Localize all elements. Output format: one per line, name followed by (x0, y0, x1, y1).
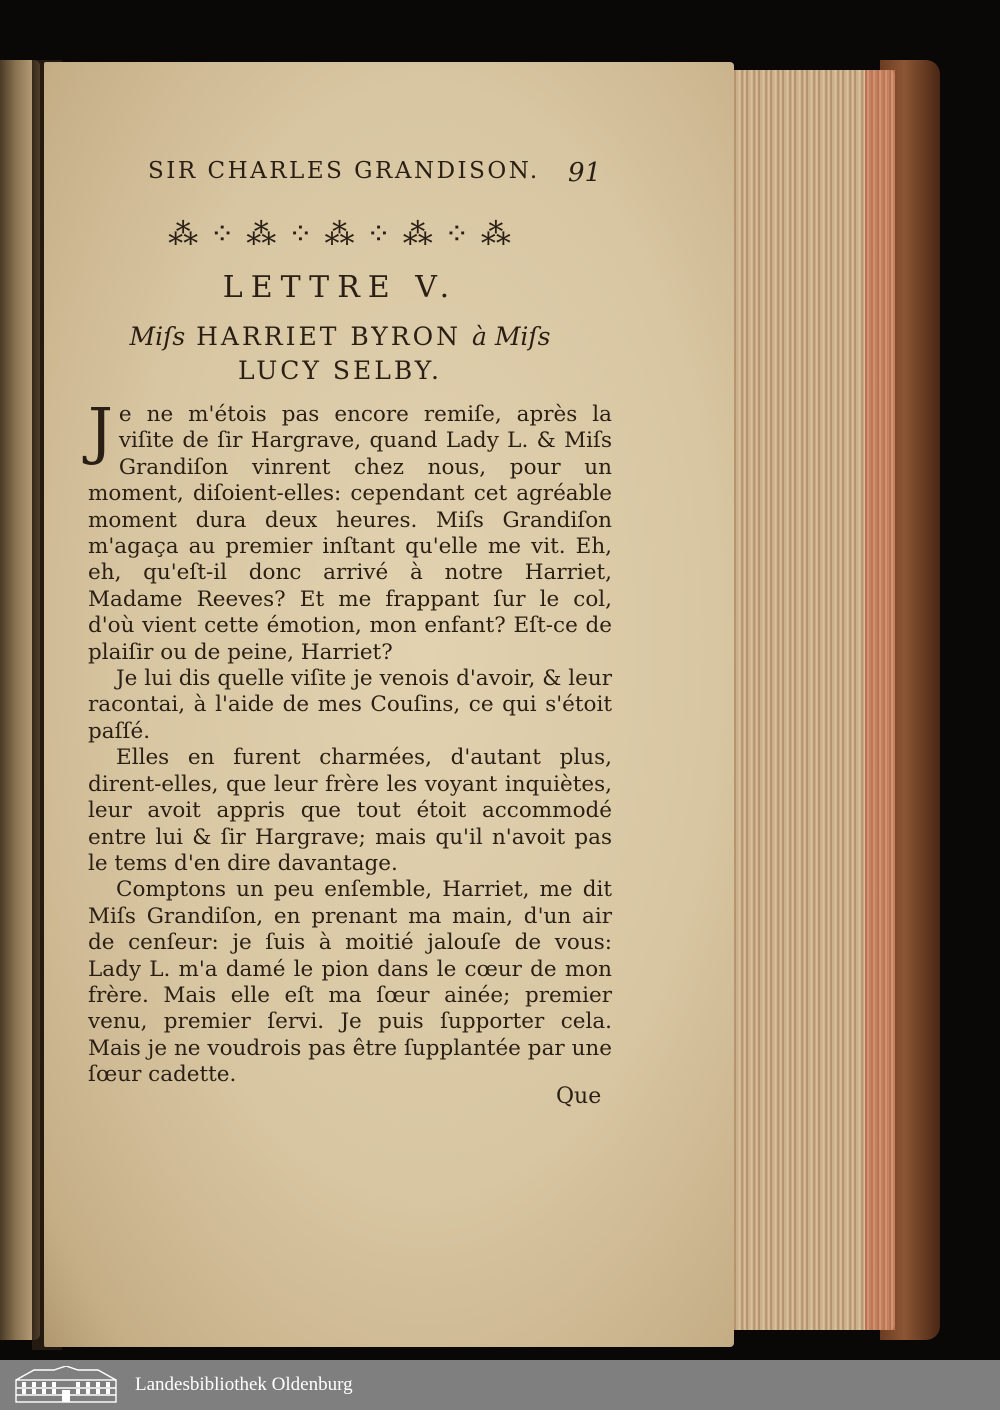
address-line-2: LUCY SELBY. (237, 356, 443, 385)
page-number: 91 (568, 158, 602, 188)
drop-cap: J (88, 394, 113, 467)
library-name: Landesbibliothek Oldenburg (135, 1374, 353, 1395)
letter-body (88, 394, 612, 1089)
address-miss-1: Miſs (129, 322, 186, 351)
letter-title: LETTRE V. (222, 270, 458, 305)
ornament-band: ⁂ ⁘ ⁂ ⁘ ⁂ ⁘ ⁂ ⁘ ⁂ (168, 217, 512, 252)
running-head: SIR CHARLES GRANDISON. (148, 158, 540, 184)
paragraph-2: Je lui dis quelle viſite je venois d'avoir, & leur racontai, à l'aide de mes Couſins, ce qui s'étoit paſſé. (88, 666, 612, 744)
address-sender: HARRIET BYRON (196, 322, 462, 351)
library-building-icon (14, 1366, 118, 1404)
paragraph-4: Comptons un peu enſemble, Harriet, me dit Miſs Grandiſon, en prenant ma main, d'un air de cenſeur: je ſuis à moitié jalouſe de vous: Lady L. m'a damé le pion dans le cœur de mon frère. Mais elle eſt ma ſœur ainée; premier venu, premier ſervi. Je puis ſupporter cela. Mais je ne voudrois pas être ſupplantée par une ſœur cadette. (88, 877, 612, 1088)
paragraph-1 (88, 394, 612, 666)
library-footer (0, 1360, 1000, 1410)
page-edges (725, 70, 895, 1330)
catchword: Que (556, 1084, 602, 1109)
letter-address (80, 320, 600, 388)
paragraph-3: Elles en furent charmées, d'autant plus, dirent-elles, que leur frère les voyant inquiètes, leur avoit appris que tout étoit accommodé entre lui & ſir Hargrave; mais qu'il n'avoit pas le tems d'en dire davantage. (88, 745, 612, 876)
paragraph-1-text: e ne m'étois pas encore remiſe, après la viſite de ſir Hargrave, quand Lady L. & Miſs Grandiſon vinrent chez nous, pour un moment, diſoient-elles: cependant cet agréable moment dura deux heures. Miſs Grandiſon m'agaça au premier inſtant qu'elle me vit. Eh, eh, qu'eſt-il donc arrivé à notre Harriet, Madame Reeves? Et me frappant ſur le col, d'où vient cette émotion, mon enfant? Eſt-ce de plaiſir ou de peine, Harriet? (88, 402, 612, 665)
address-miss-2: à Miſs (471, 322, 551, 351)
address-line-1 (80, 320, 600, 354)
